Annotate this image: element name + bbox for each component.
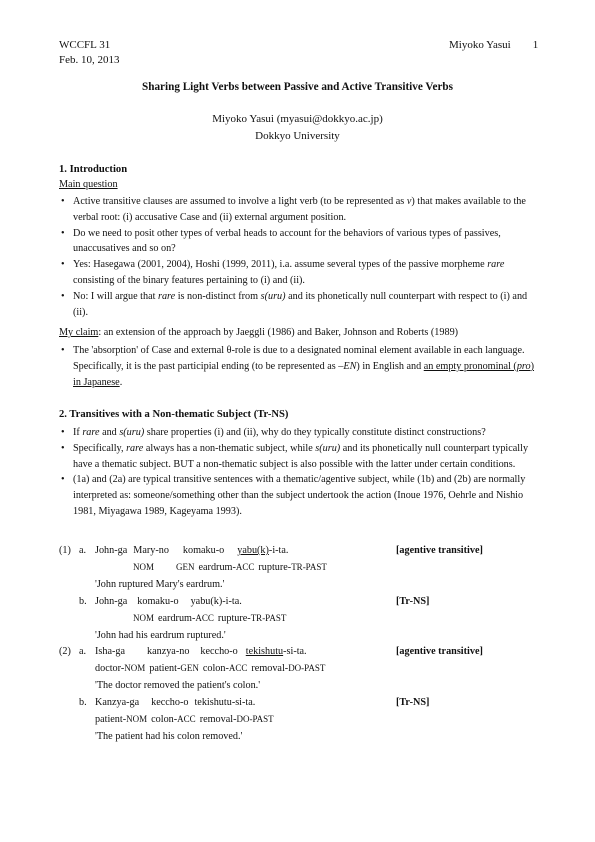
affiliation: Dokkyo University bbox=[255, 130, 340, 142]
tr-ns-bullet-list bbox=[59, 425, 539, 520]
tr-ns-bullet-1: • If rare and s(uru) share properties (i) and (ii), why do they typically constitute distinct constructions? bbox=[59, 425, 539, 441]
intro-bullet-1: • Active transitive clauses are assumed to involve a light verb (to be represented as v) that makes available to the verbal root: (i) accusative Case and (ii) external argument position. bbox=[59, 194, 539, 226]
claim-bullet: • The 'absorption' of Case and external θ-role is due to a designated nominal element available in each language. Specifically, it is the past participial ending (to be represented as –EN) in English and an empty pronominal (pro) in Japanese. bbox=[59, 343, 539, 390]
example-1a-line bbox=[59, 543, 71, 559]
header-author: Miyoko Yasui bbox=[449, 39, 511, 51]
example-1-number: (1) bbox=[59, 545, 71, 556]
my-claim-line bbox=[59, 325, 539, 341]
example-2a-sentence: Isha-ga kanzya-no keccho-o tekishutu-si-ta. bbox=[95, 646, 307, 657]
example-2a-tag: [agentive transitive] bbox=[396, 646, 483, 657]
intro-bullet-4: • No: I will argue that rare is non-distinct from s(uru) and its phonetically null counterpart with respect to (i) and (ii). bbox=[59, 289, 539, 321]
my-claim-label: My claim bbox=[59, 327, 99, 338]
example-2a-label: a. bbox=[79, 646, 87, 657]
example-1b-sentence: John-ga komaku-o yabu(k)-i-ta. bbox=[95, 596, 242, 607]
example-1a-tag: [agentive transitive] bbox=[396, 545, 483, 556]
example-1b-gloss: NOM eardrum-ACC rupture-TR-PAST bbox=[133, 613, 287, 624]
example-2b-tag: [Tr-NS] bbox=[396, 697, 430, 708]
claim-bullet-list bbox=[59, 343, 539, 390]
example-1a-label: a. bbox=[79, 545, 87, 556]
example-1b-translation: 'John had his eardrum ruptured.' bbox=[95, 630, 226, 641]
intro-bullet-3: • Yes: Hasegawa (2001, 2004), Hoshi (1999, 2011), i.a. assume several types of the passive morpheme rare consisting of the binary features pertaining to (i) and (ii). bbox=[59, 257, 539, 289]
example-1a-translation: 'John ruptured Mary's eardrum.' bbox=[95, 579, 225, 590]
intro-bullet-2: • Do we need to posit other types of verbal heads to account for the behaviors of various types of passives, unaccusatives and so on? bbox=[59, 226, 539, 258]
example-1b-label: b. bbox=[79, 596, 87, 607]
conference-name: WCCFL 31 bbox=[59, 39, 111, 51]
section-2-heading: 2. Transitives with a Non-thematic Subject (Tr-NS) bbox=[59, 409, 289, 420]
header-date: Feb. 10, 2013 bbox=[59, 53, 120, 66]
example-2a-gloss: doctor-NOM patient-GEN colon-ACC removal-DO-PAST bbox=[95, 663, 326, 674]
example-1b-tag: [Tr-NS] bbox=[396, 596, 430, 607]
example-2b-sentence: Kanzya-ga keccho-o tekishutu-si-ta. bbox=[95, 697, 256, 708]
section-1-heading: 1. Introduction bbox=[59, 164, 128, 175]
paper-title: Sharing Light Verbs between Passive and Active Transitive Verbs bbox=[142, 81, 453, 93]
example-1a-gloss: NOM GEN eardrum-ACC rupture-TR-PAST bbox=[133, 562, 327, 573]
example-2b-gloss: patient-NOM colon-ACC removal-DO-PAST bbox=[95, 714, 274, 725]
tr-ns-bullet-3: • (1a) and (2a) are typical transitive sentences with a thematic/agentive subject, while (1b) and (2b) are normally interpreted as: someone/something other than the subject undertook the action (Inoue 1976, Oehrle and Nishio 1981, Miyagawa 1989, Kageyama 1993). bbox=[59, 472, 539, 519]
example-2-number: (2) bbox=[59, 646, 71, 657]
page-number: 1 bbox=[532, 39, 539, 51]
example-1a-sentence: John-ga Mary-no komaku-o yabu(k)-i-ta. bbox=[95, 545, 289, 556]
main-question-label: Main question bbox=[59, 179, 118, 190]
example-2a-translation: 'The doctor removed the patient's colon.' bbox=[95, 680, 261, 691]
running-header-left bbox=[59, 38, 120, 68]
my-claim-text: : an extension of the approach by Jaeggli (1986) and Baker, Johnson and Roberts (1989) bbox=[98, 327, 459, 338]
running-header-right bbox=[449, 38, 538, 53]
example-2b-label: b. bbox=[79, 697, 87, 708]
intro-bullet-list bbox=[59, 194, 539, 321]
author-line: Miyoko Yasui (myasui@dokkyo.ac.jp) bbox=[212, 113, 383, 125]
tr-ns-bullet-2: • Specifically, rare always has a non-thematic subject, while s(uru) and its phonetically null counterpart typically have a thematic subject. BUT a non-thematic subject is also possible with the latter under certain conditions. bbox=[59, 441, 539, 473]
example-2b-translation: 'The patient had his colon removed.' bbox=[95, 731, 243, 742]
